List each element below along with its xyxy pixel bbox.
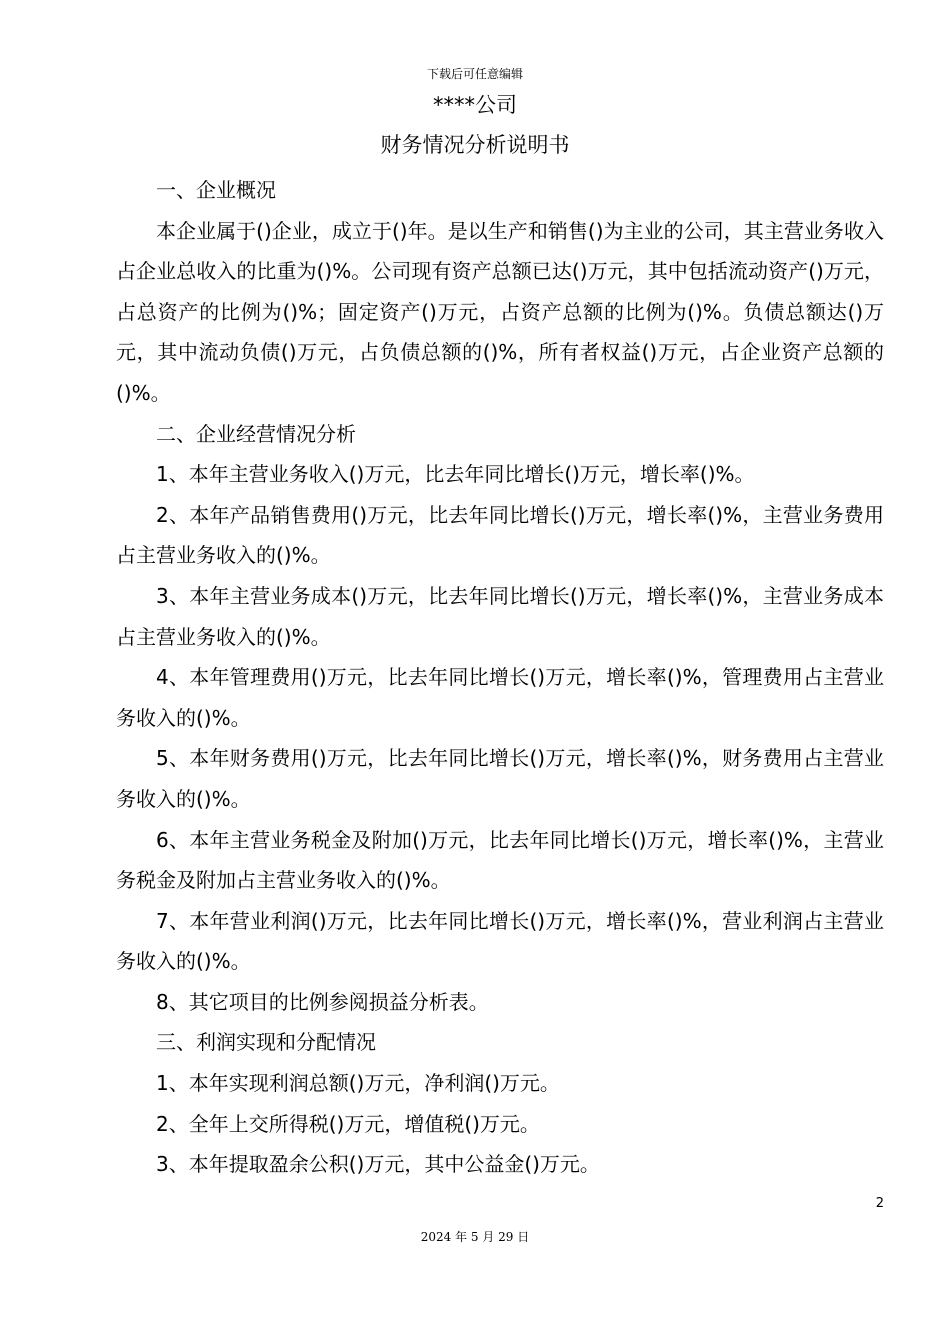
paragraph: 6、本年主营业务税金及附加()万元，比去年同比增长()万元，增长率()%，主营业务税金及附加占主营业务收入的()%。 (116, 827, 884, 893)
document-body (116, 170, 884, 1185)
paragraph: 2、本年产品销售费用()万元，比去年同比增长()万元，增长率()%，主营业务费用占主营业务收入的()%。 (116, 502, 884, 568)
section-heading: 一、企业概况 (156, 178, 276, 202)
paragraph: 5、本年财务费用()万元，比去年同比增长()万元，增长率()%，财务费用占主营业务收入的()%。 (116, 746, 884, 811)
document-title: 财务情况分析说明书 (380, 133, 570, 157)
paragraph: 3、本年提取盈余公积()万元，其中公益金()万元。 (156, 1152, 600, 1177)
footer-date: 2024 年 5 月 29 日 (420, 1230, 530, 1244)
paragraph: 3、本年主营业务成本()万元，比去年同比增长()万元，增长率()%，主营业务成本占主营业务收入的()%。 (116, 583, 884, 649)
paragraph: 7、本年营业利润()万元，比去年同比增长()万元，增长率()%，营业利润占主营业务收入的()%。 (116, 908, 884, 974)
section-heading: 二、企业经营情况分析 (156, 421, 356, 446)
paragraph: 2、全年上交所得税()万元，增值税()万元。 (156, 1111, 540, 1136)
header-note: 下载后可任意编辑 (426, 67, 523, 81)
section-heading: 三、利润实现和分配情况 (156, 1030, 376, 1055)
company-name: ****公司 (433, 93, 517, 117)
paragraph: 本企业属于()企业，成立于()年。是以生产和销售()为主业的公司，其主营业务收入占企业总收入的比重为()%。公司现有资产总额已达()万元，其中包括流动资产()万元，占总资产的比例为()%；固定资产()万元，占资产总额的比例为()%。负债总额达()万元，其中流动负债()万元，占负债总额的()%，所有者权益()万元，占企业资产总额的()%。 (116, 218, 884, 405)
paragraph: 8、其它项目的比例参阅损益分析表。 (156, 989, 489, 1014)
paragraph: 1、本年实现利润总额()万元，净利润()万元。 (156, 1071, 560, 1096)
paragraph: 1、本年主营业务收入()万元，比去年同比增长()万元，增长率()%。 (156, 462, 755, 487)
paragraph: 4、本年管理费用()万元，比去年同比增长()万元，增长率()%，管理费用占主营业务收入的()%。 (116, 665, 884, 730)
page-number: 2 (875, 1196, 884, 1211)
